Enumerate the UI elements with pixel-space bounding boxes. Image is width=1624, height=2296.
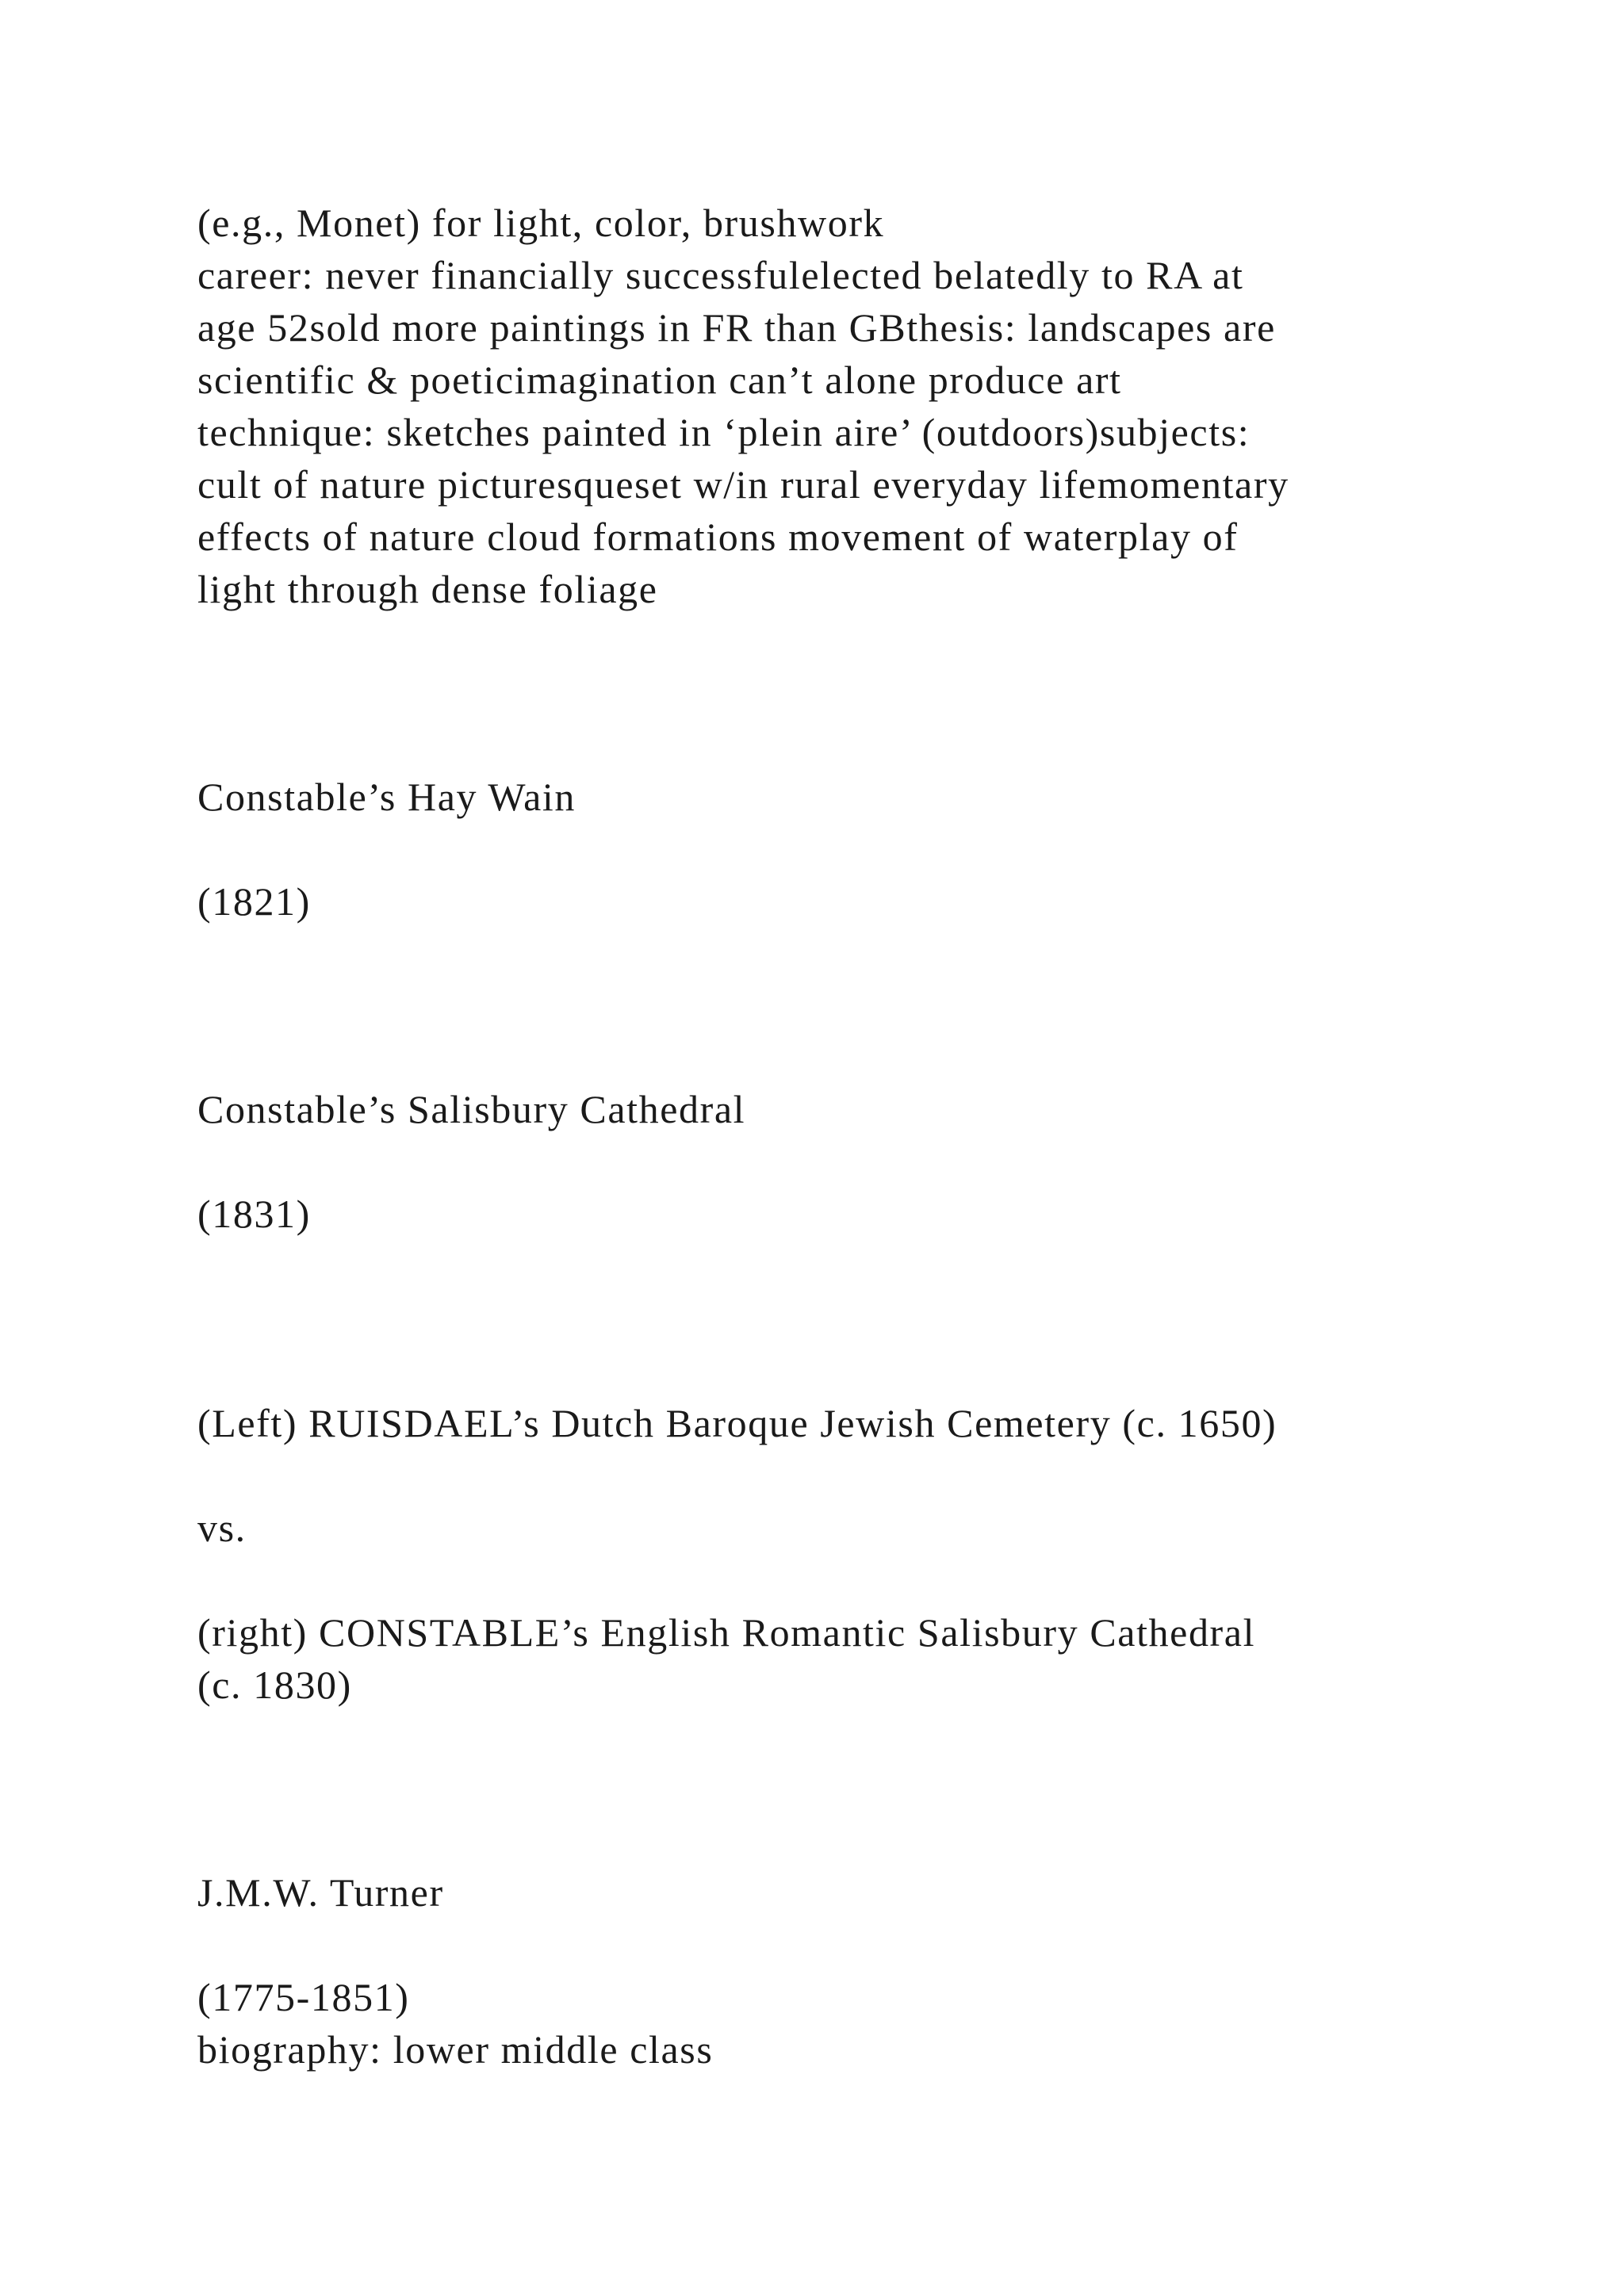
salisbury-year: (1831)	[197, 1192, 311, 1236]
hay-wain-year: (1821)	[197, 879, 311, 924]
paragraph-line: scientific & poeticimagination can’t alone produce art	[197, 358, 1122, 402]
paragraph-line: cult of nature picturesqueset w/in rural everyday lifemomentary	[197, 462, 1289, 507]
paragraph-line: age 52sold more paintings in FR than GBthesis: landscapes are	[197, 305, 1276, 350]
salisbury-title: Constable’s Salisbury Cathedral	[197, 1087, 746, 1131]
paragraph-line: career: never financially successfulelected belatedly to RA at	[197, 253, 1244, 297]
paragraph-line: technique: sketches painted in ‘plein aire’ (outdoors)subjects:	[197, 410, 1251, 454]
hay-wain-title: Constable’s Hay Wain	[197, 775, 576, 819]
comparison-left: (Left) RUISDAEL’s Dutch Baroque Jewish Cemetery (c. 1650)	[197, 1401, 1277, 1445]
comparison-vs: vs.	[197, 1506, 247, 1550]
turner-years: (1775-1851)	[197, 1975, 410, 2019]
turner-name: J.M.W. Turner	[197, 1870, 444, 1915]
paragraph-line: light through dense foliage	[197, 567, 658, 611]
turner-biography: biography: lower middle class	[197, 2027, 714, 2072]
paragraph-line: effects of nature cloud formations movement of waterplay of	[197, 515, 1239, 559]
comparison-right: (right) CONSTABLE’s English Romantic Salisbury Cathedral	[197, 1610, 1256, 1655]
comparison-right-date: (c. 1830)	[197, 1663, 352, 1707]
paragraph-line: (e.g., Monet) for light, color, brushwork	[197, 201, 885, 245]
